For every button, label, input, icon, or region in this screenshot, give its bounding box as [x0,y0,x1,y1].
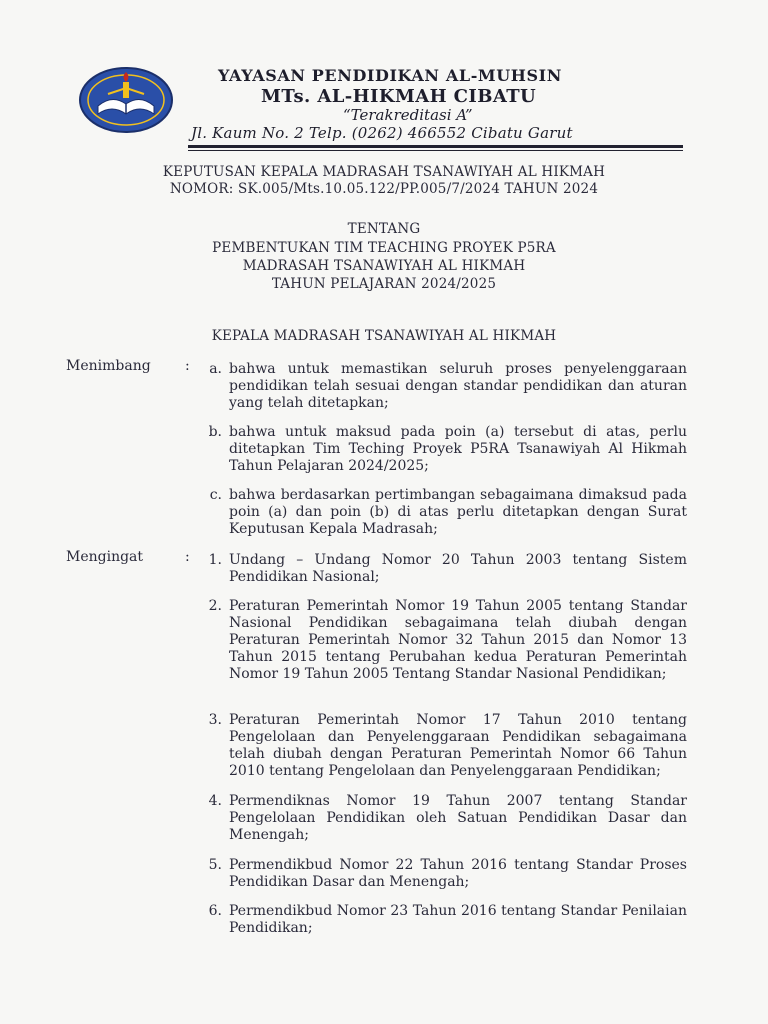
list-item: bahwa untuk maksud pada poin (a) tersebut di atas, perlu ditetapkan Tim Teching Proyek P5RA Tsanawiyah Al Hikmah Tahun Pelajaran 2024/2025; [229,424,687,474]
list-item: Permendiknas Nomor 19 Tahun 2007 tentang Standar Pengelolaan Pendidikan oleh Satuan Pendidikan Dasar dan Menengah; [229,793,687,843]
decree-about: TENTANG [347,221,421,237]
list-marker: 3. [208,712,222,728]
list-item: bahwa berdasarkan pertimbangan sebagaimana dimaksud pada poin (a) dan poin (b) di atas perlu ditetapkan dengan Surat Keputusan Kepala Madrasah; [229,487,687,537]
decree-number: NOMOR: SK.005/Mts.10.05.122/PP.005/7/2024 TAHUN 2024 [169,181,599,197]
decree-subject-line-3: TAHUN PELAJARAN 2024/2025 [271,276,497,292]
accreditation-status: “Terakreditasi A” [343,106,473,124]
list-item: Peraturan Pemerintah Nomor 17 Tahun 2010 tentang Pengelolaan dan Penyelenggaraan Pendidikan sebagaimana telah diubah dengan Peraturan Pemerintah Nomor 66 Tahun 2010 tentang Pengelolaan dan Penyelenggaraan Pendidikan; [229,712,687,779]
list-item: Undang – Undang Nomor 20 Tahun 2003 tentang Sistem Pendidikan Nasional; [229,552,687,585]
decree-title: KEPUTUSAN KEPALA MADRASAH TSANAWIYAH AL HIKMAH [162,164,606,180]
school-address: Jl. Kaum No. 2 Telp. (0262) 466552 Cibatu Garut [191,124,573,142]
list-marker: 2. [208,598,222,614]
list-item: Permendikbud Nomor 23 Tahun 2016 tentang Standar Penilaian Pendidikan; [229,903,687,936]
section-label-mengingat: Mengingat [66,549,144,565]
decree-subject-line-2: MADRASAH TSANAWIYAH AL HIKMAH [242,258,526,274]
list-marker: c. [209,487,222,503]
decree-authority: KEPALA MADRASAH TSANAWIYAH AL HIKMAH [211,328,557,344]
list-marker: 1. [208,552,222,568]
list-marker: a. [209,361,222,377]
section-colon: : [185,358,190,374]
list-marker: 6. [208,903,222,919]
list-marker: 5. [208,857,222,873]
section-label-menimbang: Menimbang [66,358,151,374]
list-item: Permendikbud Nomor 22 Tahun 2016 tentang Standar Proses Pendidikan Dasar dan Menengah; [229,857,687,890]
letterhead-divider [188,145,683,148]
list-item: Peraturan Pemerintah Nomor 19 Tahun 2005 tentang Standar Nasional Pendidikan sebagaimana telah diubah dengan Peraturan Pemerintah Nomor 32 Tahun 2015 dan Nomor 13 Tahun 2015 tentang Perubahan kedua Peraturan Pemerintah Nomor 19 Tahun 2005 Tentang Standar Nasional Pendidikan; [229,598,687,682]
foundation-name: YAYASAN PENDIDIKAN AL-MUHSIN [218,66,562,85]
list-item: bahwa untuk memastikan seluruh proses penyelenggaraan pendidikan telah sesuai dengan standar pendidikan dan aturan yang telah ditetapkan; [229,361,687,411]
school-emblem-icon [78,66,174,134]
list-marker: 4. [208,793,222,809]
section-colon: : [185,549,190,565]
list-marker: b. [208,424,222,440]
school-name: MTs. AL-HIKMAH CIBATU [261,86,537,107]
letterhead-divider-thin [188,150,683,151]
decree-subject-line-1: PEMBENTUKAN TIM TEACHING PROYEK P5RA [212,240,556,256]
